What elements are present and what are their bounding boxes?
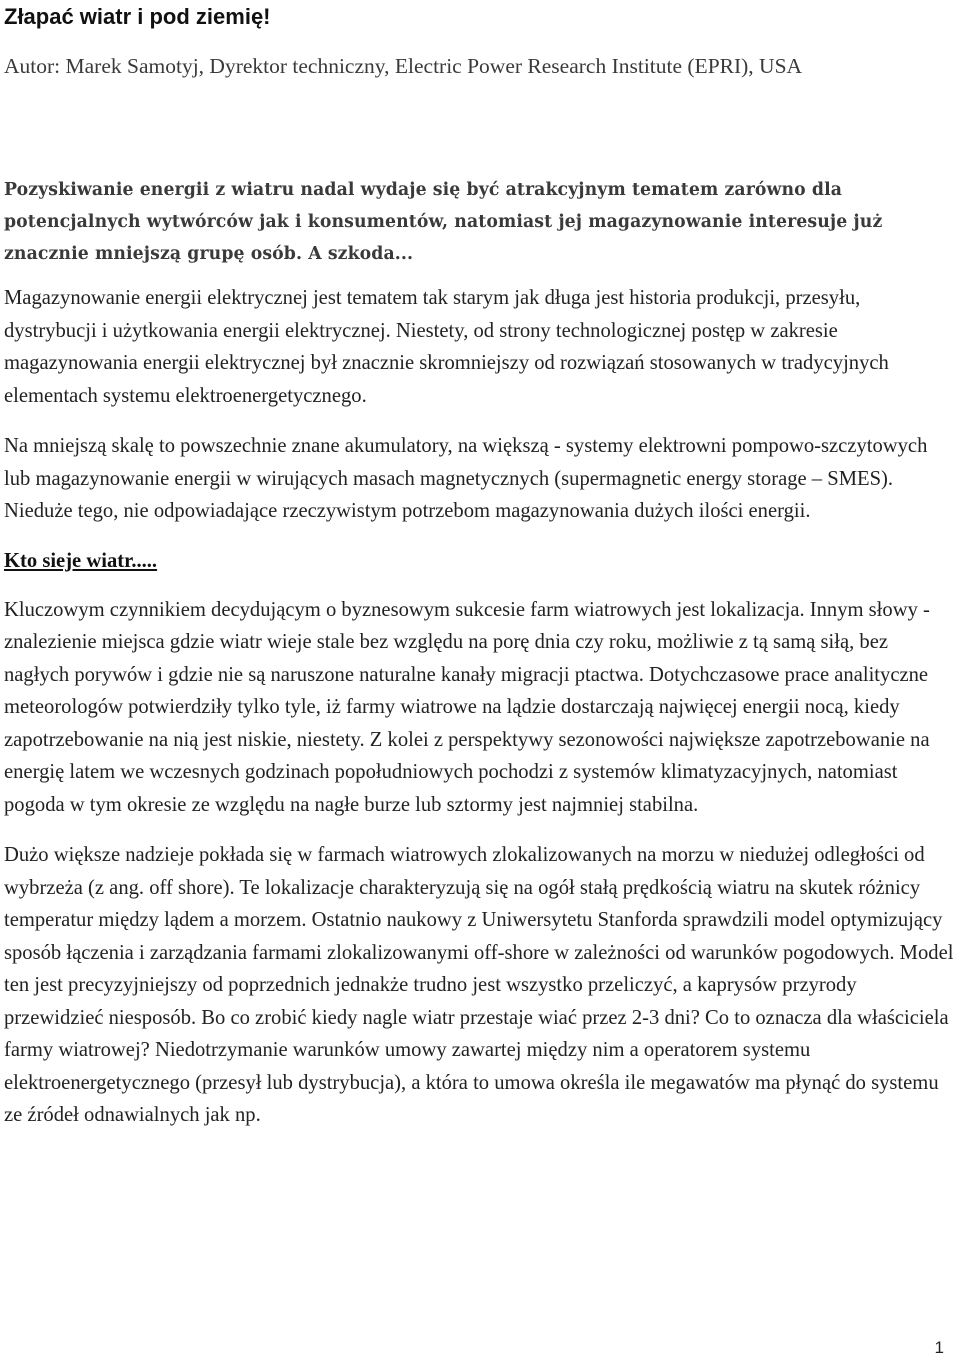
document-title: Złapać wiatr i pod ziemię!: [4, 4, 271, 29]
section-paragraph: Kluczowym czynnikiem decydującym o byznesowym sukcesie farm wiatrowych jest lokalizacja. Innym słowy - znalezienie miejsca gdzie wiatr wieje stale bez względu na porę dnia czy roku, możliwie z tą samą siłą, bez nagłych porywów i gdzie nie są naruszone naturalne kanały migracji ptactwa. Dotychczasowe prace analityczne meteorologów potwierdziły tylko tyle, iż farmy wiatrowe na lądzie dostarczają najwięcej energii nocą, kiedy zapotrzebowanie na nią jest niskie, niestety. Z kolei z perspektywy sezonowości największe zapotrzebowanie na energię latem we wczesnych godzinach popołudniowych pochodzi z systemów klimatyzacyjnych, natomiast pogoda w tym okresie ze względu na nagłe burze lub sztormy jest najmniej stabilna.: [4, 598, 930, 816]
document-page: [4, 0, 954, 1132]
author-line: Autor: Marek Samotyj, Dyrektor techniczny, Electric Power Research Institute (EPRI), USA: [4, 54, 803, 78]
body-paragraph: Na mniejszą skalę to powszechnie znane akumulatory, na większą - systemy elektrowni pompowo-szczytowych lub magazynowanie energii w wirujących masach magnetycznych (supermagnetic energy storage – SMES). Nieduże tego, nie odpowiadające rzeczywistym potrzebom magazynowania dużych ilości energii.: [4, 435, 928, 522]
page-number: 1: [934, 1338, 944, 1357]
section-paragraph: Dużo większe nadzieje pokłada się w farmach wiatrowych zlokalizowanych na morzu w niedużej odległości od wybrzeża (z ang. off shore). Te lokalizacje charakteryzują się na ogół stałą prędkością wiatru na skutek różnicy temperatur między lądem a morzem. Ostatnio naukowy z Uniwersytetu Stanforda sprawdzili model optymizujący sposób łączenia i zarządzania farmami zlokalizowanymi off-shore w zależności od warunków pogodowych. Model ten jest precyzyjniejszy od poprzednich jednakże trudno jest wszystko przeliczyć, a kaprysów przyrody przewidzieć niesposób. Bo co zrobić kiedy nagle wiatr przestaje wiać przez 2-3 dni? Co to oznacza dla właściciela farmy wiatrowej? Niedotrzymanie warunków umowy zawartej między nim a operatorem systemu elektroenergetycznego (przesył lub dystrybucja), a która to umowa określa ile megawatów ma płynąć do systemu ze źródeł odnawialnych jak np.: [4, 844, 954, 1126]
body-paragraph: Magazynowanie energii elektrycznej jest tematem tak starym jak długa jest historia produkcji, przesyłu, dystrybucji i użytkowania energii elektrycznej. Niestety, od strony technologicznej postęp w zakresie magazynowania energii elektrycznej był znacznie skromniejszy od rozwiązań stosowanych w tradycyjnych elementach systemu elektroenergetycznego.: [4, 287, 889, 407]
lead-paragraph: Pozyskiwanie energii z wiatru nadal wydaje się być atrakcyjnym tematem zarówno dla potencjalnych wytwórców jak i konsumentów, natomiast jej magazynowanie interesuje już znacznie mniejszą grupę osób. A szkoda...: [4, 180, 883, 264]
section-heading: Kto sieje wiatr.....: [4, 549, 158, 572]
